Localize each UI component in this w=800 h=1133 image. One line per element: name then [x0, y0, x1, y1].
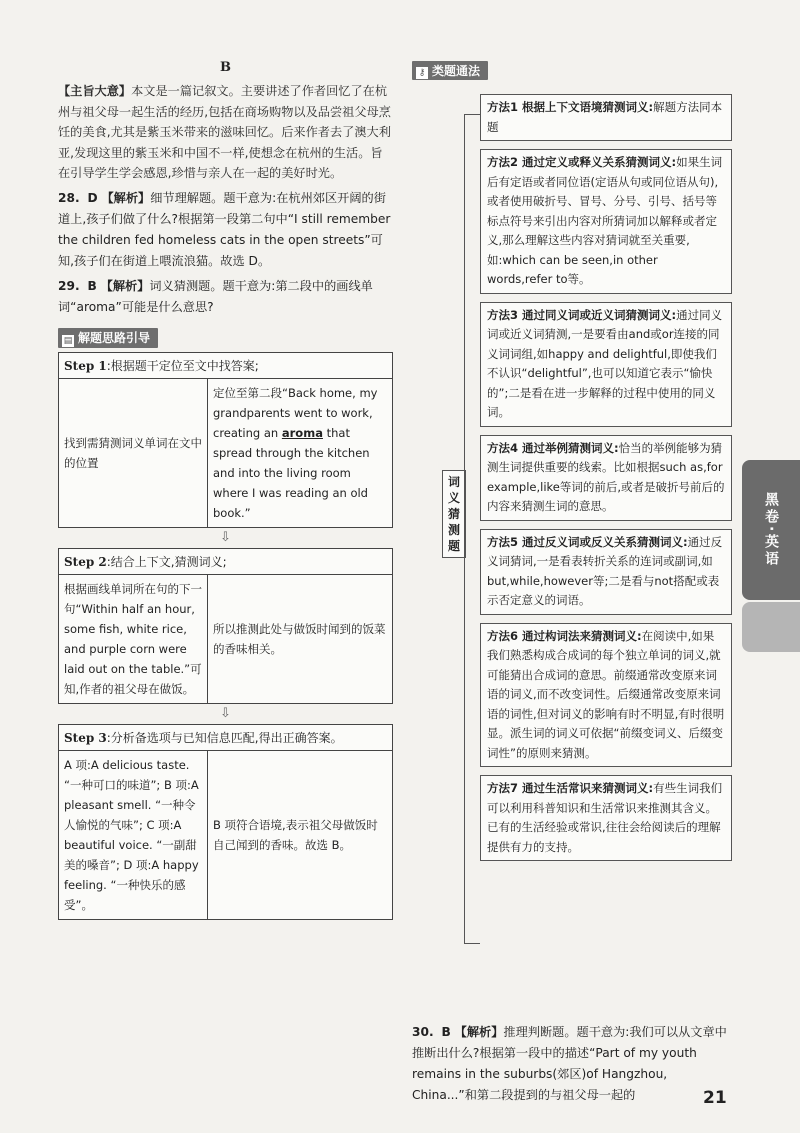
bracket-tick-7	[464, 943, 480, 944]
guide-icon: ▤	[63, 335, 73, 346]
method-5-text: 通过反义词猜词,一是看表转折关系的连词或副词,如but,while,however等;二是看与not搭配或表示否定意义的词语。	[487, 534, 723, 607]
q28-tag: 【解析】	[101, 190, 151, 205]
method-5	[480, 529, 732, 615]
method-6-title: 方法6 通过构词法来猜测词义:	[487, 628, 642, 643]
methods-list	[480, 94, 732, 869]
q30-tag: 【解析】	[454, 1025, 504, 1040]
q30-number: 30.	[412, 1025, 434, 1040]
method-4	[480, 435, 732, 521]
q28-number: 28.	[58, 190, 80, 205]
method-5-title: 方法5 通过反义词或反义关系猜测词义:	[487, 534, 688, 549]
side-tab: 黑卷·英语	[742, 460, 800, 600]
step2-label: Step 2	[64, 554, 107, 569]
method-3	[480, 302, 732, 427]
summary-text: 本文是一篇记叙文。主要讲述了作者回忆了在杭州与祖父母一起生活的经历,包括在商场购物以及品尝祖父母烹饪的美食,尤其是紫玉米带来的滋味回忆。后来作者去了澳大利亚,发现这里的紫玉米和中国不一样,使想念在杭州的生活。旨在引导学生学会感恩,珍惜与亲人在一起的美好时光。	[58, 84, 391, 180]
bracket-line	[464, 114, 465, 944]
summary-head: 【主旨大意】	[58, 84, 132, 98]
question-28	[58, 188, 393, 272]
step1-label: Step 1	[64, 358, 107, 373]
step3-title: :分析备选项与已知信息匹配,得出正确答案。	[106, 730, 343, 745]
section-letter: B	[220, 60, 231, 75]
step2-table	[59, 575, 392, 703]
method-7	[480, 775, 732, 861]
step2-left: 根据画线单词所在句的下一句“Within half an hour, some fish, white rice, and purple corn were laid out on the table.”可知,作者的祖父母在做饭。	[59, 575, 208, 703]
q29-answer: B	[87, 278, 97, 293]
step-arrow-2: ⇩	[220, 705, 231, 721]
key-icon: ⚷	[416, 67, 428, 79]
method-3-text: 通过同义词或近义词猜测,一是要看由and或or连接的同义词词组,如happy and delightful,即使我们不认识“delightful”,也可以知道它表示“愉快的”;二是看在进一步解释的过程中使用的同义词。	[487, 307, 723, 419]
method-6-text: 在阅读中,如果我们熟悉构成合成词的每个独立单词的词义,就可能猜出合成词的意思。前缀通常改变原来词语的词义,而不改变词性。后缀通常改变原来词语的词性,但对词义的影响有时不明显,有时很明显。派生词的词义可依据“前缀变词义、后缀变词性”的原则来猜测。	[487, 628, 725, 760]
guide-tag	[58, 328, 158, 348]
method-1-title: 方法1 根据上下文语境猜测词义:	[487, 100, 654, 114]
vertical-label: 词义猜测题	[442, 470, 466, 558]
q28-answer: D	[87, 190, 98, 205]
side-tab-lower	[742, 602, 800, 652]
step3-label: Step 3	[64, 730, 107, 745]
category-tag-label: 类题通法	[432, 64, 481, 78]
q29-number: 29.	[58, 278, 80, 293]
step2-title: :结合上下文,猜测词义;	[106, 554, 227, 569]
step1-right	[208, 379, 393, 527]
step2-box	[58, 548, 393, 704]
method-1	[480, 94, 732, 141]
method-2-title: 方法2 通过定义或释义关系猜测词义:	[487, 155, 677, 169]
step2-right: 所以推测此处与做饭时闻到的饭菜的香味相关。	[213, 621, 386, 656]
q29-text: 词义猜测题。题干意为:第二段中的画线单词“aroma”可能是什么意思?	[58, 278, 373, 314]
method-7-text: 有些生词我们可以利用科普知识和生活常识来推测其含义。已有的生活经验或常识,往往会给阅读后的理解提供有力的支持。	[487, 781, 723, 854]
q28-text: 细节理解题。题干意为:在杭州郊区开阔的街道上,孩子们做了什么?根据第一段第二句中“I still remember the children fed homeless cats in the open streets”可知,孩子们在街道上喂流浪猫。故选 D。	[58, 190, 391, 268]
step1-right-post: that spread through the kitchen and into the living room where I was reading an old book.”	[213, 425, 370, 520]
page-number: 21	[703, 1088, 727, 1108]
step1-right-pre: 定位至第二段“Back home, my grandparents went to work, creating an	[213, 385, 378, 440]
q29-tag: 【解析】	[100, 278, 150, 293]
step3-right: B 项符合语境,表示祖父母做饭时自己闻到的香味。故选 B。	[213, 817, 378, 852]
step1-head	[59, 353, 392, 379]
method-7-title: 方法7 通过生活常识来猜测词义:	[487, 781, 654, 795]
left-column	[58, 60, 393, 920]
step3-table	[59, 751, 392, 919]
method-2-text: 如果生词后有定语或者同位语(定语从句或同位语从句),或者使用破折号、冒号、分号、引号、括号等标点符号来引出内容对所猜词加以解释或者定义,那么理解这些内容对猜词就至关重要,如:which can be seen,in other words,refer to等。	[487, 155, 723, 286]
method-2	[480, 149, 732, 294]
method-3-title: 方法3 通过同义词或近义词猜测词义:	[487, 307, 677, 322]
step3-left: A 项:A delicious taste. “一种可口的味道”; B 项:A pleasant smell. “一种令人愉悦的气味”; C 项:A beautiful voice. “一副甜美的嗓音”; D 项:A happy feeling. “一种快乐的感受”。	[59, 751, 208, 919]
q30-answer: B	[441, 1025, 451, 1040]
q30-text: 推理判断题。题干意为:我们可以从文章中推断出什么?根据第一段中的描述“Part of my youth remains in the suburbs(郊区)of Hangzhou, China...”和第二段提到的与祖父母一起的	[412, 1025, 727, 1103]
guide-tag-label: 解题思路引导	[78, 330, 151, 345]
question-30	[412, 1022, 734, 1106]
category-tag	[412, 61, 488, 80]
step1-table	[59, 379, 392, 527]
step-arrow-1: ⇩	[220, 529, 231, 545]
step1-box	[58, 352, 393, 528]
right-column	[412, 60, 734, 854]
step3-box	[58, 724, 393, 920]
method-1-text: 解题方法同本题	[487, 100, 723, 134]
summary-paragraph	[58, 81, 393, 184]
step2-head	[59, 549, 392, 575]
step1-left: 找到需猜测词义单词在文中的位置	[59, 379, 208, 527]
step1-title: :根据题干定位至文中找答案;	[106, 358, 259, 373]
question-29	[58, 276, 393, 318]
method-4-text: 恰当的举例能够为猜测生词提供重要的线索。比如根据such as,for example,like等词的前后,或者是破折号前后的内容来猜测生词的意思。	[487, 440, 725, 513]
step1-right-word: aroma	[281, 425, 323, 440]
step3-head	[59, 725, 392, 751]
method-6	[480, 623, 732, 768]
bracket-tick-1	[464, 114, 480, 115]
method-4-title: 方法4 通过举例猜测词义:	[487, 440, 619, 455]
